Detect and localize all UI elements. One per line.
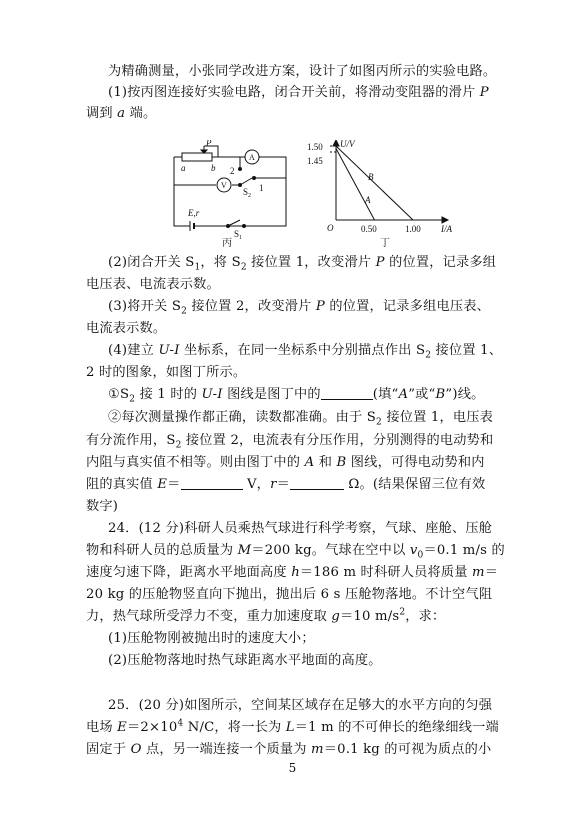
problem-24-line-1: 24．(12 分)科研人员乘热气球进行科学考察，气球、座舱、压舱 — [108, 521, 493, 536]
problem-25-line-2: 电场 $E=2\times 10^4$ N/C，将一长为 L＝1 m 的不可伸长的绝缘细线一端 — [86, 718, 499, 735]
problem-24-question-2: (2)压舱物落地时热气球距离水平地面的高度。 — [108, 653, 382, 668]
problem-24-question-1: (1)压舱物刚被抛出时的速度大小； — [108, 631, 315, 646]
ui-graph — [330, 140, 448, 223]
label-S2: S — [243, 187, 249, 197]
problem-25-line-1: 25．(20 分)如图所示，空间某区域存在足够大的水平方向的匀强 — [108, 698, 493, 713]
figures — [168, 140, 458, 248]
page-number: 5 — [288, 761, 297, 775]
x-tick-1-00: 1.00 — [405, 224, 421, 234]
step-2-line-2: 电压表、电流表示数。 — [86, 277, 220, 292]
circuit-diagram — [174, 146, 286, 231]
y-axis-label: U/V — [340, 140, 355, 149]
question-2-line-5: 数字) — [86, 499, 119, 514]
x-tick-0-50: 0.50 — [361, 224, 377, 234]
step-2-line-1: (2)闭合开关 $S_1$，将 $S_2$ 接位置 1，改变滑片 P 的位置，记录多组 — [108, 255, 497, 273]
origin-label: O — [327, 223, 334, 233]
intro-line-2: (1)按丙图连接好实验电路，闭合开关前，将滑动变阻器的滑片 P — [108, 85, 489, 100]
label-a: a — [181, 163, 186, 173]
step-3-line-2: 电流表示数。 — [86, 321, 167, 336]
label-ammeter: A — [249, 153, 255, 162]
label-P: P — [206, 140, 212, 148]
problem-24-line-3: 速度匀速下降，距离水平地面高度 h＝186 m 时科研人员将质量 m＝ — [86, 565, 499, 580]
label-S2-sub: 2 — [248, 193, 251, 199]
question-2-line-1: ②每次测量操作都正确，读数都准确。由于 $S_2$ 接位置 1，电压表 — [108, 410, 494, 428]
label-voltmeter: V — [221, 181, 227, 190]
question-2-line-2: 有分流作用，$S_2$ 接位置 2，电流表有分压作用，分别测得的电动势和 — [86, 433, 494, 451]
line-B-label: B — [368, 172, 374, 182]
step-4-line-2: 2 时的图象，如图丁所示。 — [86, 365, 247, 380]
intro-line-3: 调到 a 端。 — [86, 106, 157, 121]
line-A-label: A — [365, 195, 371, 205]
question-2-line-4: 阻的真实值 E＝ V，r＝ Ω。(结果保留三位有效 — [86, 477, 486, 492]
step-3-line-1: (3)将开关 $S_2$ 接位置 2，改变滑片 P 的位置，记录多组电压表、 — [108, 299, 491, 317]
label-Er: E,r — [188, 208, 200, 218]
graph-caption: 丁 — [380, 238, 390, 248]
question-2-line-3: 内阻与真实值不相等。则由图丁中的 A 和 B 图线，可得电动势和内 — [86, 455, 485, 470]
label-S1-sub: 1 — [239, 235, 242, 241]
circuit-caption: 丙 — [222, 238, 232, 248]
y-tick-1-45: 1.45 — [307, 156, 323, 166]
problem-24-line-5: 力，热气球所受浮力不变，重力加速度取 g＝10 $m/s^2$，求： — [86, 607, 446, 624]
graph-line-A — [336, 148, 375, 220]
y-tick-1-50: 1.50 — [307, 142, 323, 152]
problem-24-line-2: 物和科研人员的总质量为 M＝200 kg。气球在空中以 $v_0=0.1$ m/s 的 — [86, 543, 505, 561]
label-position-1: 1 — [259, 183, 264, 193]
answer-blank-emf[interactable] — [181, 477, 243, 490]
step-4-line-1: (4)建立 U-I 坐标系，在同一坐标系中分别描点作出 $S_2$ 接位置 1、 — [108, 343, 503, 361]
label-S1: S — [234, 229, 240, 239]
intro-line-1: 为精确测量，小张同学改进方案，设计了如图丙所示的实验电路。 — [108, 64, 497, 79]
question-1: $①S_2$ 接 1 时的 U-I 图线是图丁中的 (填“A”或“B”)线。 — [108, 387, 485, 405]
answer-blank-line[interactable] — [321, 387, 373, 400]
problem-24-line-4: 20 kg 的压舱物竖直向下抛出，抛出后 6 s 压舱物落地。不计空气阻 — [86, 587, 493, 602]
x-axis-label: I/A — [441, 224, 452, 234]
answer-blank-resistance[interactable] — [290, 477, 344, 490]
graph-line-B — [336, 146, 413, 220]
label-b: b — [211, 163, 216, 173]
problem-25-line-3: 固定于 O 点，另一端连接一个质量为 m＝0.1 kg 的可视为质点的小 — [86, 742, 492, 757]
graph-labels — [307, 140, 452, 248]
label-position-2: 2 — [230, 166, 235, 176]
